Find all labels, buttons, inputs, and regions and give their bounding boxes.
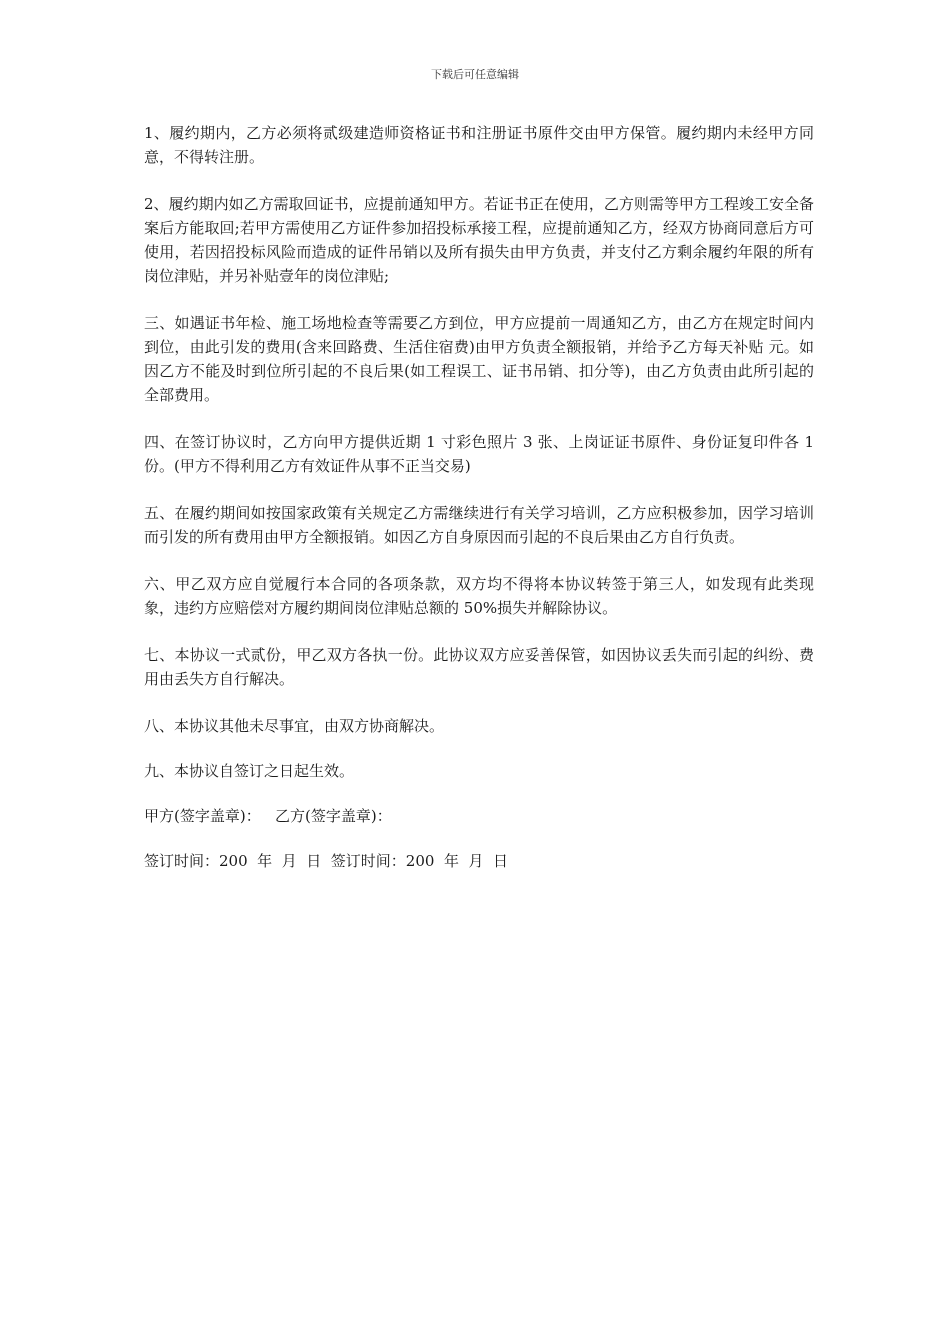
clause-2: 2、履约期内如乙方需取回证书，应提前通知甲方。若证书正在使用，乙方则需等甲方工程竣工安全备案后方能取回;若甲方需使用乙方证件参加招投标承接工程，应提前通知乙方，经双方协商同意后方可使用，若因招投标风险而造成的证件吊销以及所有损失由甲方负责，并支付乙方剩余履约年限的所有岗位津贴，并另补贴壹年的岗位津贴; — [144, 195, 814, 285]
clause-7: 七、本协议一式贰份，甲乙双方各执一份。此协议双方应妥善保管，如因协议丢失而引起的纠纷、费用由丢失方自行解决。 — [144, 646, 814, 688]
document-body — [144, 121, 814, 894]
clause-8: 八、本协议其他未尽事宜，由双方协商解决。 — [144, 717, 445, 735]
signature-dates: 签订时间：200 年 月 日 签订时间：200 年 月 日 — [144, 852, 509, 870]
clause-6: 六、甲乙双方应自觉履行本合同的各项条款，双方均不得将本协议转签于第三人，如发现有此类现象，违约方应赔偿对方履约期间岗位津贴总额的 50%损失并解除协议。 — [144, 575, 814, 617]
clause-1: 1、履约期内，乙方必须将贰级建造师资格证书和注册证书原件交由甲方保管。履约期内未经甲方同意，不得转注册。 — [144, 124, 814, 166]
clause-3: 三、如遇证书年检、施工场地检查等需要乙方到位，甲方应提前一周通知乙方，由乙方在规定时间内到位，由此引发的费用(含来回路费、生活住宿费)由甲方负责全额报销，并给予乙方每天补贴 元。如因乙方不能及时到位所引起的不良后果(如工程误工、证书吊销、扣分等)，由乙方负责由此所引起的全部费用。 — [144, 314, 814, 404]
clause-4: 四、在签订协议时，乙方向甲方提供近期 1 寸彩色照片 3 张、上岗证证书原件、身份证复印件各 1 份。(甲方不得利用乙方有效证件从事不正当交易) — [144, 433, 814, 475]
signature-parties: 甲方(签字盖章)： 乙方(签字盖章)： — [144, 807, 392, 825]
clause-5: 五、在履约期间如按国家政策有关规定乙方需继续进行有关学习培训，乙方应积极参加，因学习培训而引发的所有费用由甲方全额报销。如因乙方自身原因而引起的不良后果由乙方自行负责。 — [144, 504, 814, 546]
header-note: 下载后可任意编辑 — [431, 68, 519, 81]
clause-9: 九、本协议自签订之日起生效。 — [144, 762, 355, 780]
